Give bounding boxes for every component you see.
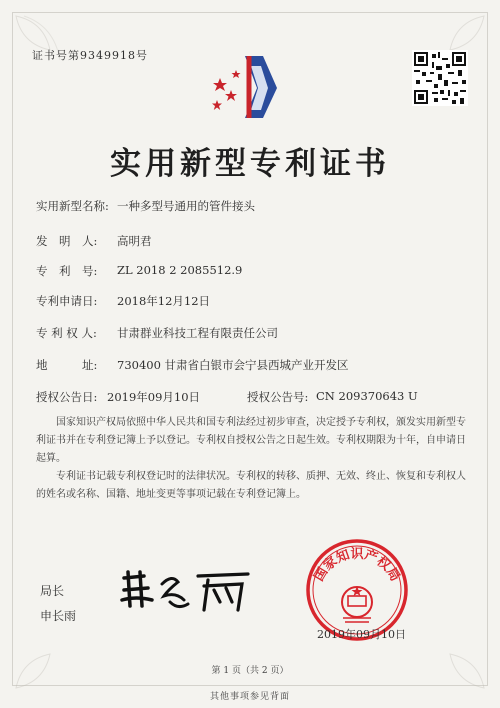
- seal-date: 2019年09月10日: [317, 628, 406, 641]
- back-side-note: 其他事项参见背面: [209, 692, 290, 702]
- field-value-patent-number: ZL 2018 2 2085512.9: [117, 263, 243, 277]
- signature-icon: [118, 566, 258, 616]
- patent-office-logo-icon: [205, 48, 295, 120]
- field-label-address: 地 址:: [36, 358, 98, 372]
- page-number: 第 1 页（共 2 页）: [211, 666, 289, 676]
- certificate-number: 证书号第9349918号: [32, 49, 148, 62]
- field-label-patentee: 专 利 权 人:: [36, 326, 97, 340]
- field-value-address: 730400 甘肃省白银市会宁县西城产业开发区: [117, 358, 349, 372]
- field-label-patent-number: 专 利 号:: [36, 264, 98, 278]
- qr-code-icon: [412, 50, 468, 106]
- field-label-design-name: 实用新型名称:: [36, 199, 109, 213]
- corner-ornament-icon: [416, 620, 486, 690]
- legal-status-paragraph: 专利证书记载专利权登记时的法律状况。专利权的转移、质押、无效、终止、恢复和专利权人的姓名或名称、国籍、地址变更等事项记载在专利登记簿上。: [36, 471, 466, 500]
- field-value-patentee: 甘肃群业科技工程有限责任公司: [117, 326, 278, 340]
- field-label-inventor: 发 明 人:: [36, 234, 98, 248]
- field-value-filing-date: 2018年12月12日: [117, 294, 211, 308]
- seal-text: 国家知识产权局: [311, 547, 403, 585]
- grant-statement-paragraph: 国家知识产权局依照中华人民共和国专利法经过初步审查，决定授予专利权，颁发实用新型专利证书并在专利登记簿上予以登记。专利权自授权公告之日起生效。专利权期限为十年，自申请日起算。: [36, 417, 466, 464]
- grant-number-value: CN 209370643 U: [316, 389, 418, 403]
- grant-date-value: 2019年09月10日: [107, 390, 201, 404]
- field-label-filing-date: 专利申请日:: [36, 294, 98, 308]
- certificate-title: 实用新型专利证书: [110, 146, 390, 182]
- field-value-inventor: 高明君: [117, 234, 152, 248]
- director-title: 局长: [40, 584, 65, 598]
- director-name: 申长雨: [40, 609, 77, 623]
- grant-number-label: 授权公告号:: [247, 390, 309, 404]
- field-value-design-name: 一种多型号通用的管件接头: [117, 199, 255, 213]
- corner-ornament-icon: [14, 620, 84, 690]
- grant-date-label: 授权公告日:: [36, 390, 98, 404]
